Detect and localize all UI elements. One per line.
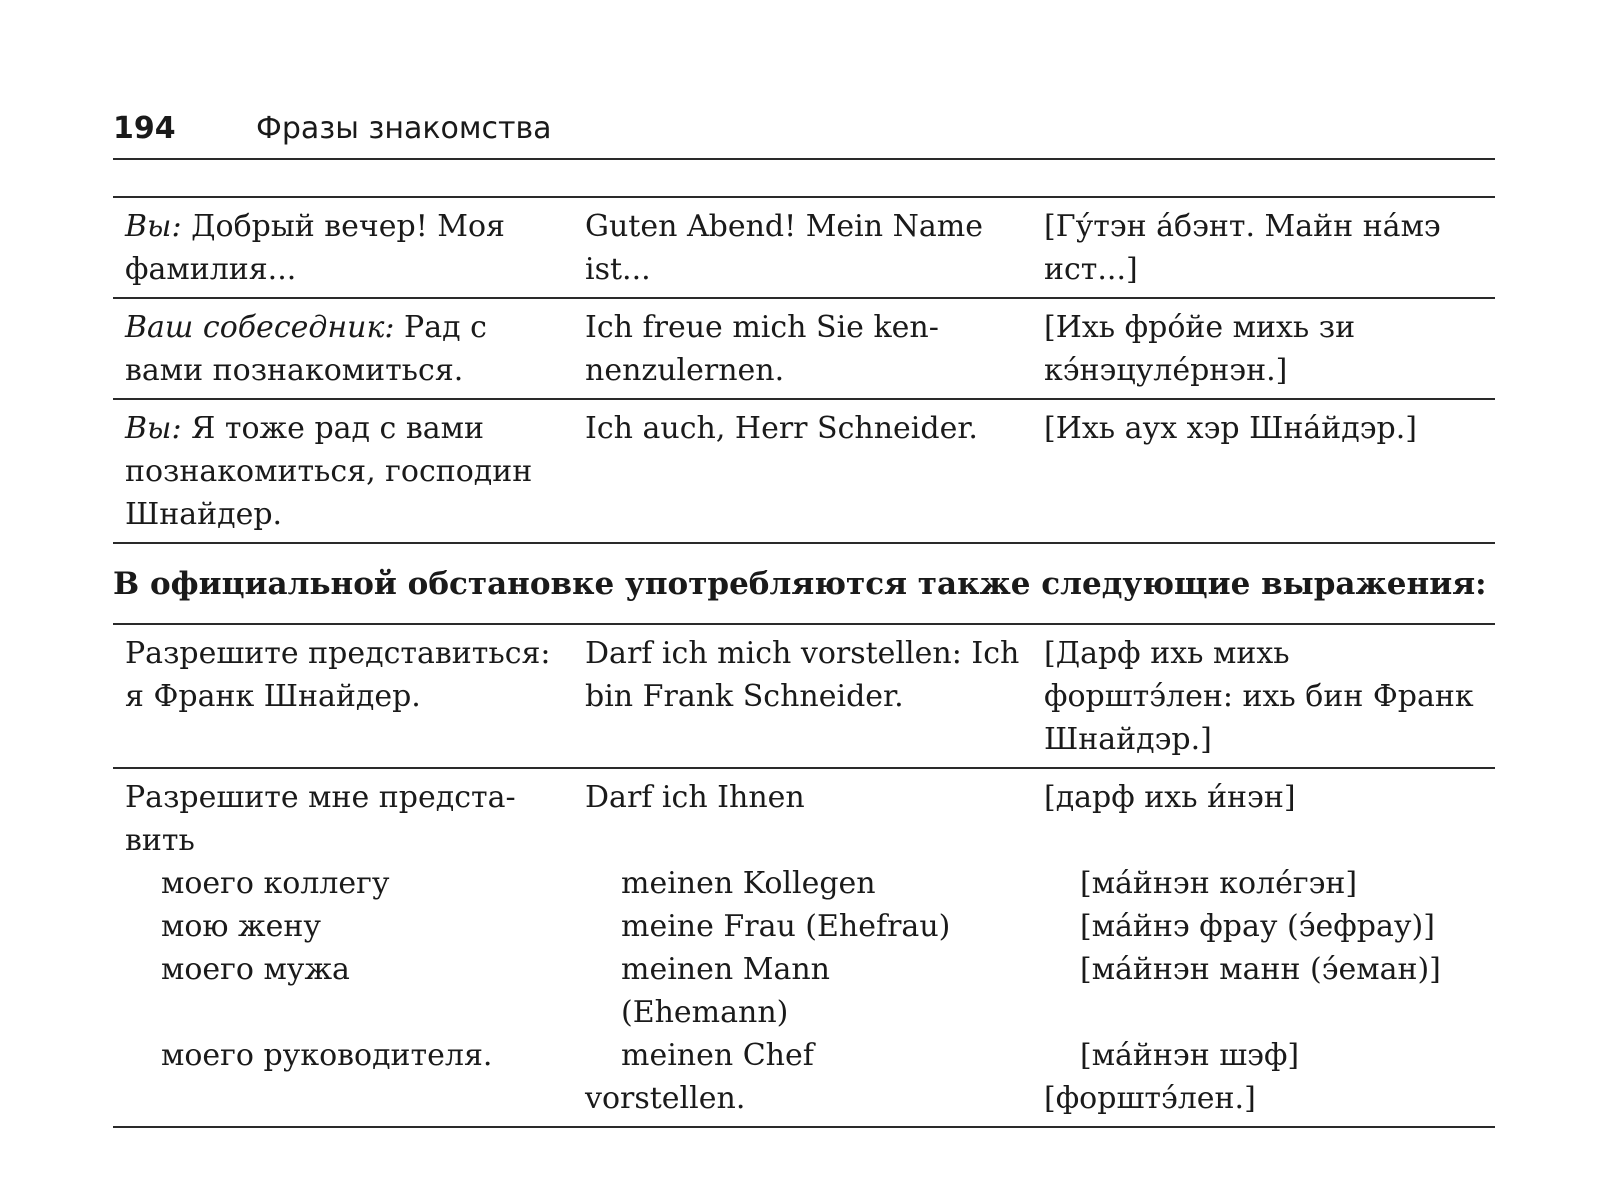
table-row	[113, 624, 1495, 768]
pronunciation-cell	[1032, 768, 1495, 1127]
list-item: [ма́йнэ фрау (э́ефрау)]	[1080, 909, 1435, 944]
table-row	[113, 197, 1495, 298]
list-item: meinen Mann (Ehemann)	[621, 952, 830, 1030]
pronunciation-cell: [Ихь аух хэр Шна́йдэр.]	[1032, 399, 1495, 543]
german-cell: Ich freue mich Sie ken- nenzulernen.	[573, 298, 1032, 399]
dialogue-table	[113, 196, 1495, 544]
german-cell: Guten Abend! Mein Name ist...	[573, 197, 1032, 298]
section-note: В официальной обстановке употребляются также следующие выражения:	[113, 566, 1487, 602]
speaker-label: Ваш собеседник:	[125, 310, 395, 345]
list-item: [ма́йнэн шэф]	[1080, 1038, 1300, 1073]
speaker-label: Вы:	[125, 411, 182, 446]
russian-cell	[113, 768, 573, 1127]
list-item: meinen Kollegen	[621, 866, 876, 901]
section-title: Фразы знакомства	[256, 111, 552, 146]
list-item: [ма́йнэн коле́гэн]	[1080, 866, 1358, 901]
formal-expressions-table	[113, 623, 1495, 1128]
russian-phrase: Я тоже рад с вами познакомиться, господин Шнайдер.	[125, 411, 533, 532]
german-outro: vorstellen.	[585, 1081, 746, 1116]
russian-phrase: Добрый вечер! Моя фамилия...	[125, 209, 505, 287]
russian-intro: Разрешите мне предста- вить	[125, 780, 516, 858]
list-item: [ма́йнэн манн (э́еман)]	[1080, 952, 1441, 987]
pronunciation-outro: [форштэ́лен.]	[1044, 1081, 1256, 1116]
list-item: моего коллегу	[161, 866, 390, 901]
russian-cell	[113, 298, 573, 399]
page-number: 194	[113, 111, 176, 146]
pronunciation-cell: [Дарф ихь михь форштэ́лен: ихь бин Франк Шнайдэр.]	[1032, 624, 1495, 768]
list-item: моего руководителя.	[161, 1038, 493, 1073]
german-intro: Darf ich Ihnen	[585, 780, 805, 815]
russian-cell: Разрешите представиться: я Франк Шнайдер.	[113, 624, 573, 768]
pronunciation-cell: [Ихь фро́йе михь зи кэ́нэцуле́рнэн.]	[1032, 298, 1495, 399]
russian-phrase: Рад с вами познакомиться.	[125, 310, 487, 388]
table-row	[113, 298, 1495, 399]
pronunciation-intro: [дарф ихь и́нэн]	[1044, 780, 1296, 815]
pronunciation-cell: [Гу́тэн а́бэнт. Майн на́мэ ист...]	[1032, 197, 1495, 298]
list-item: meine Frau (Ehefrau)	[621, 909, 951, 944]
book-page	[113, 100, 1495, 1128]
list-item: мою жену	[161, 909, 322, 944]
russian-cell	[113, 197, 573, 298]
speaker-label: Вы:	[125, 209, 182, 244]
table-row	[113, 768, 1495, 1127]
table-row	[113, 399, 1495, 543]
german-cell: Ich auch, Herr Schneider.	[573, 399, 1032, 543]
german-cell	[573, 768, 1032, 1127]
running-head	[113, 100, 1495, 160]
russian-cell	[113, 399, 573, 543]
list-item: meinen Chef	[621, 1038, 814, 1073]
list-item: моего мужа	[161, 952, 350, 987]
german-cell: Darf ich mich vorstellen: Ich bin Frank Schneider.	[573, 624, 1032, 768]
